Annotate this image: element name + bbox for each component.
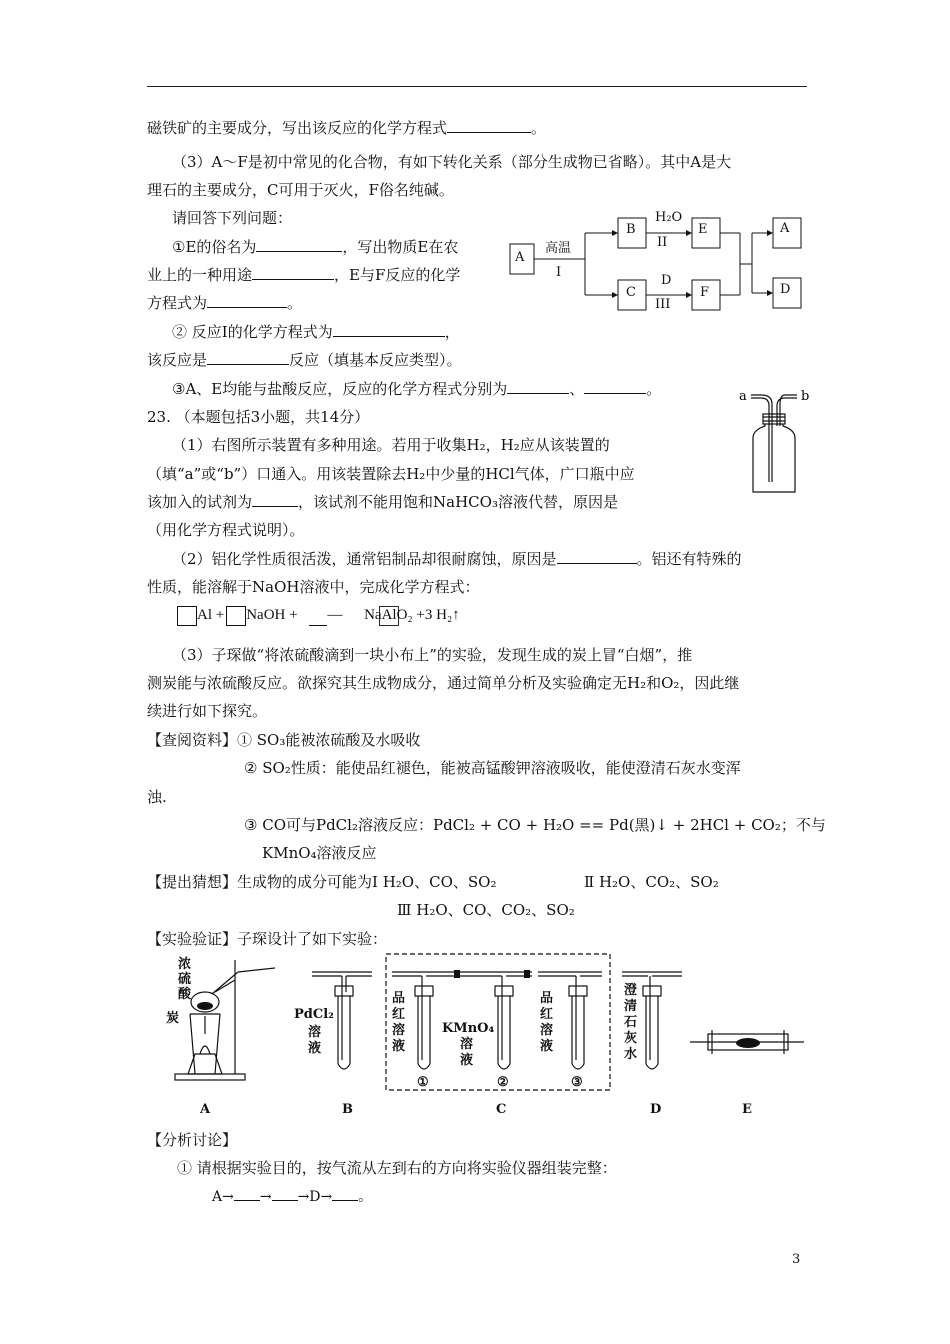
blank[interactable] bbox=[252, 265, 334, 280]
tube-number: ③ bbox=[571, 1075, 583, 1090]
apparatus-figure bbox=[160, 950, 815, 1122]
coef-box[interactable] bbox=[177, 606, 197, 626]
wide-mouth-bottle bbox=[735, 386, 815, 498]
label: 石 bbox=[624, 1015, 638, 1030]
coef-box[interactable] bbox=[379, 606, 399, 626]
text-line: （3）A～F是初中常见的化合物，有如下转化关系（部分生成物已省略）。其中A是大 bbox=[172, 153, 732, 171]
text-line: （3）子琛做“将浓硫酸滴到一块小布上”的实验，发现生成的炭上冒“白烟”，推 bbox=[172, 646, 693, 664]
label: 硫 bbox=[178, 972, 192, 987]
text-line: 性质，能溶解于NaOH溶液中，完成化学方程式： bbox=[147, 578, 480, 596]
blank[interactable] bbox=[507, 379, 569, 394]
blank[interactable] bbox=[207, 293, 287, 308]
node-label: D bbox=[780, 282, 791, 297]
label: 液 bbox=[540, 1039, 554, 1054]
text-line: 【提出猜想】生成物的成分可能为Ⅰ H₂O、CO、SO₂ bbox=[147, 873, 497, 891]
reaction-number: II bbox=[657, 235, 668, 250]
text-line: ①E的俗名为 ，写出物质E在农 bbox=[172, 238, 459, 256]
blank[interactable] bbox=[584, 379, 646, 394]
label: PdCl₂ bbox=[294, 1007, 334, 1022]
label: 红 bbox=[540, 1007, 554, 1022]
label: 水 bbox=[624, 1047, 638, 1062]
label: 液 bbox=[460, 1053, 474, 1068]
label: 液 bbox=[308, 1041, 322, 1056]
label: 清 bbox=[624, 999, 638, 1014]
port-a-label: a bbox=[739, 389, 747, 404]
label: 酸 bbox=[178, 987, 192, 1002]
coef-box[interactable] bbox=[309, 606, 327, 626]
node-label: B bbox=[626, 222, 636, 237]
text-line: （2）铝化学性质很活泼，通常铝制品却很耐腐蚀，原因是 。铝还有特殊的 bbox=[172, 550, 742, 568]
blank[interactable] bbox=[272, 1186, 298, 1201]
equation: Al + NaOH + — NaAlO₂ +3 H₂↑ bbox=[177, 605, 460, 626]
text-line: 【查阅资料】① SO₃能被浓硫酸及水吸收 bbox=[147, 731, 421, 749]
blank[interactable] bbox=[333, 322, 445, 337]
sequence-line: A→ → →D→ 。 bbox=[212, 1186, 372, 1207]
label: 灰 bbox=[624, 1031, 638, 1046]
blank[interactable] bbox=[557, 549, 637, 564]
tube-number: ① bbox=[417, 1075, 429, 1090]
reaction-condition: 高温 bbox=[545, 241, 572, 256]
node-label: A bbox=[515, 250, 525, 265]
text-line: 续进行如下探究。 bbox=[147, 702, 268, 720]
text-line: 磁铁矿的主要成分，写出该反应的化学方程式 。 bbox=[147, 119, 547, 137]
reaction-number: I bbox=[556, 265, 562, 280]
text-line: 理石的主要成分，C可用于灭火，F俗名纯碱。 bbox=[147, 181, 454, 199]
text-line: KMnO₄溶液反应 bbox=[262, 844, 377, 862]
label: 品 bbox=[392, 991, 406, 1006]
text-line: （用化学方程式说明）。 bbox=[147, 521, 305, 539]
text-line: 【实验验证】子琛设计了如下实验： bbox=[147, 930, 388, 948]
node-label: C bbox=[626, 285, 636, 300]
text-line: 业上的一种用途 ，E与F反应的化学 bbox=[147, 266, 461, 284]
label: KMnO₄ bbox=[442, 1021, 495, 1036]
label: 浓 bbox=[178, 957, 192, 972]
header-rule bbox=[147, 86, 807, 87]
reaction-number: III bbox=[655, 297, 671, 312]
text-line: 浊. bbox=[147, 788, 167, 806]
stand-base bbox=[175, 1074, 245, 1080]
blank[interactable] bbox=[252, 492, 298, 507]
text-line: 测炭能与浓硫酸反应。欲探究其生成物成分，通过简单分析及实验确定无H₂和O₂，因此继 bbox=[147, 674, 740, 692]
text-line: Ⅲ H₂O、CO、CO₂、SO₂ bbox=[397, 901, 575, 919]
reaction-condition: H₂O bbox=[655, 210, 683, 225]
text-line: 该加入的试剂为 ，该试剂不能用饱和NaHCO₃溶液代替，原因是 bbox=[147, 493, 618, 511]
port-b-label: b bbox=[801, 389, 810, 404]
apparatus-label: A bbox=[200, 1102, 211, 1117]
node-label: A bbox=[780, 221, 790, 236]
text-line: Ⅱ H₂O、CO₂、SO₂ bbox=[584, 873, 719, 891]
text-line: 请回答下列问题： bbox=[172, 209, 293, 227]
blank[interactable] bbox=[234, 1186, 260, 1201]
label: 液 bbox=[392, 1039, 406, 1054]
label: 溶 bbox=[308, 1025, 322, 1040]
node-label: E bbox=[698, 222, 708, 237]
text-line: （填“a”或“b”）口通入。用该装置除去H₂中少量的HCl气体，广口瓶中应 bbox=[147, 465, 635, 483]
page-number: 3 bbox=[792, 1252, 801, 1267]
text-line: 【分析讨论】 bbox=[147, 1131, 238, 1149]
text-line: ② SO₂性质：能使品红褪色，能被高锰酸钾溶液吸收，能使澄清石灰水变浑 bbox=[244, 759, 741, 777]
text-line: ③ CO可与PdCl₂溶液反应：PdCl₂ + CO + H₂O == Pd(黑)↓ + 2HCl + CO₂；不与 bbox=[244, 816, 826, 834]
text-line: 方程式为 。 bbox=[147, 294, 303, 312]
label: 溶 bbox=[460, 1037, 474, 1052]
text-line: 该反应是 反应（填基本反应类型）。 bbox=[147, 351, 462, 369]
label: 炭 bbox=[166, 1011, 180, 1026]
coef-box[interactable] bbox=[226, 606, 246, 626]
blank[interactable] bbox=[332, 1186, 358, 1201]
label: 红 bbox=[392, 1007, 406, 1022]
label: 溶 bbox=[392, 1023, 406, 1038]
apparatus-label: D bbox=[650, 1102, 662, 1117]
question-title: 23. （本题包括3小题，共14分） bbox=[147, 408, 370, 426]
tube-number: ② bbox=[497, 1075, 509, 1090]
apparatus-label: B bbox=[342, 1102, 353, 1117]
solid-sample bbox=[736, 1038, 760, 1048]
label: 澄 bbox=[624, 983, 638, 998]
text-line: ③A、E均能与盐酸反应，反应的化学方程式分别为 、 。 bbox=[172, 380, 662, 398]
label: 品 bbox=[540, 991, 554, 1006]
text-line: （1）右图所示装置有多种用途。若用于收集H₂，H₂应从该装置的 bbox=[172, 436, 610, 454]
label: 溶 bbox=[540, 1023, 554, 1038]
apparatus-label: E bbox=[742, 1102, 752, 1117]
node-label: F bbox=[700, 285, 710, 300]
carbon-mark bbox=[197, 1002, 213, 1010]
text-line: ② 反应Ⅰ的化学方程式为 ， bbox=[172, 323, 460, 341]
blank[interactable] bbox=[207, 350, 289, 365]
transformation-diagram bbox=[505, 204, 805, 316]
blank[interactable] bbox=[256, 237, 342, 252]
apparatus-label: C bbox=[496, 1102, 507, 1117]
reaction-condition: D bbox=[661, 273, 672, 288]
text-line: ① 请根据实验目的，按气流从左到右的方向将实验仪器组装完整： bbox=[177, 1159, 617, 1177]
